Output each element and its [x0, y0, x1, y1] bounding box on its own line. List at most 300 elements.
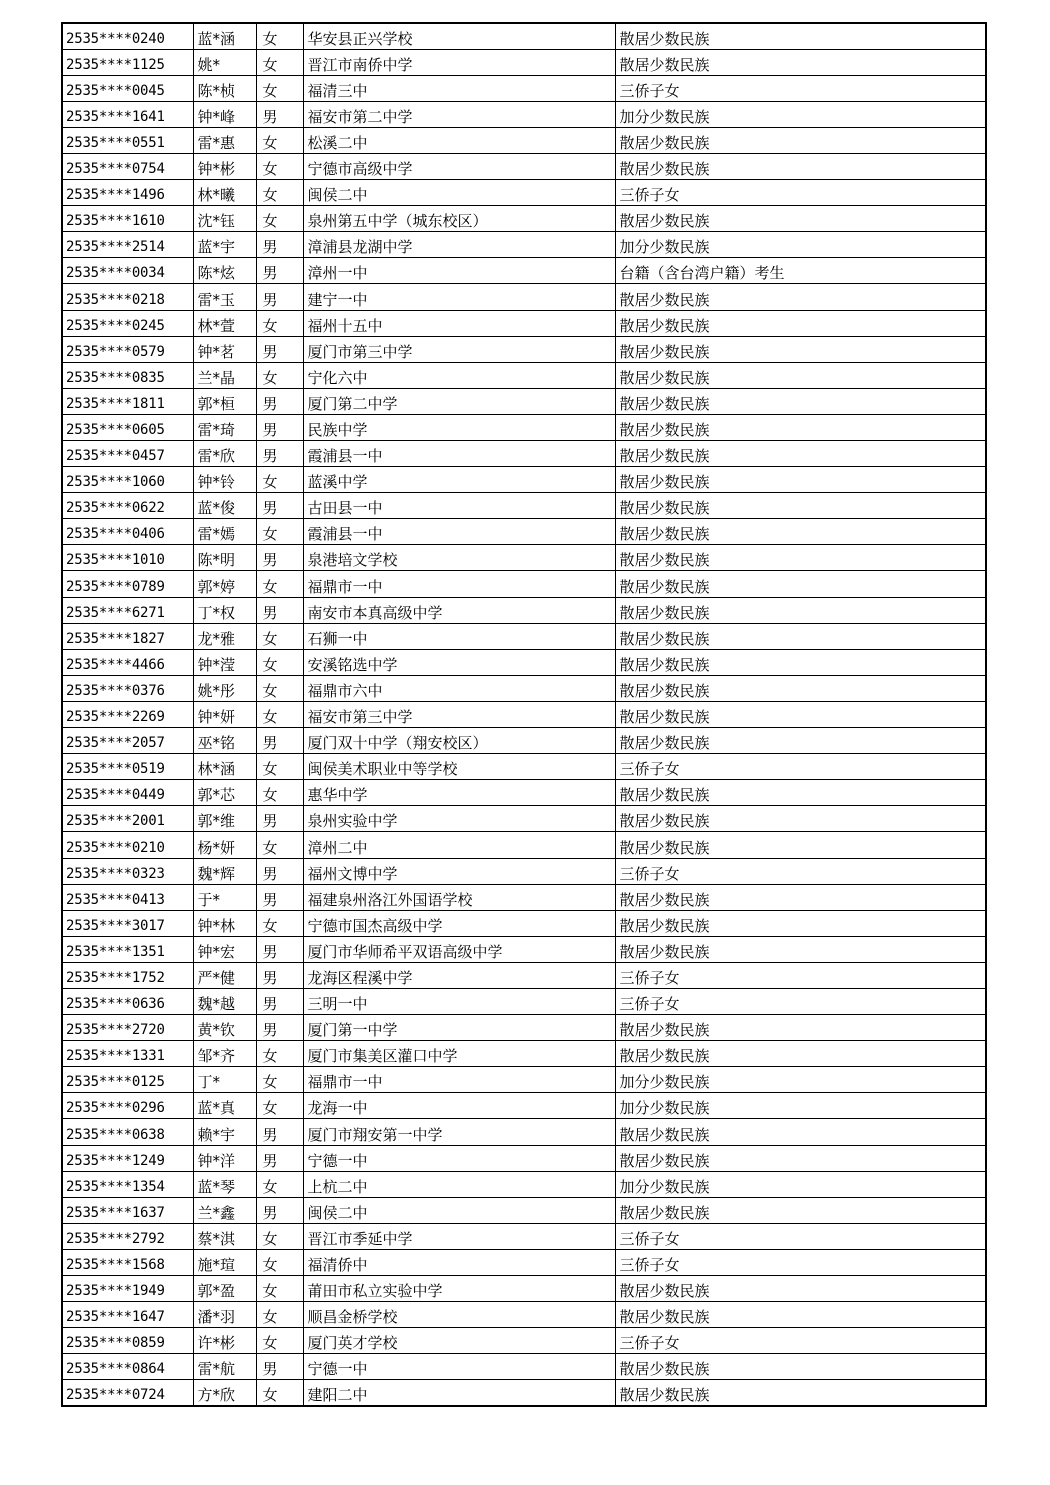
table-row: [62, 206, 986, 232]
table-row: [62, 1119, 986, 1145]
name-cell: 蓝*俊: [193, 493, 256, 519]
category-cell: 散居少数民族: [615, 1354, 986, 1380]
exam-id-cell: 2535****2001: [62, 806, 193, 832]
category-cell: 散居少数民族: [615, 1276, 986, 1302]
exam-id-cell: 2535****1060: [62, 467, 193, 493]
category-cell: 加分少数民族: [615, 232, 986, 258]
name-cell: 钟*峰: [193, 101, 256, 127]
school-cell: 厦门第二中学: [303, 388, 615, 414]
table-row: [62, 1093, 986, 1119]
gender-cell: 女: [256, 832, 303, 858]
table-row: [62, 728, 986, 754]
gender-cell: 女: [256, 675, 303, 701]
school-cell: 霞浦县一中: [303, 441, 615, 467]
name-cell: 陈*炫: [193, 258, 256, 284]
category-cell: 散居少数民族: [615, 1015, 986, 1041]
school-cell: 古田县一中: [303, 493, 615, 519]
gender-cell: 男: [256, 232, 303, 258]
exam-id-cell: 2535****0376: [62, 675, 193, 701]
name-cell: 雷*琦: [193, 414, 256, 440]
name-cell: 许*彬: [193, 1328, 256, 1354]
candidate-table: [61, 22, 987, 1407]
school-cell: 厦门市第三中学: [303, 336, 615, 362]
category-cell: 三侨子女: [615, 1328, 986, 1354]
exam-id-cell: 2535****0210: [62, 832, 193, 858]
category-cell: 散居少数民族: [615, 597, 986, 623]
gender-cell: 女: [256, 1380, 303, 1406]
name-cell: 龙*雅: [193, 623, 256, 649]
table-row: [62, 597, 986, 623]
gender-cell: 男: [256, 1197, 303, 1223]
exam-id-cell: 2535****1125: [62, 49, 193, 75]
gender-cell: 男: [256, 493, 303, 519]
name-cell: 郭*维: [193, 806, 256, 832]
table-row: [62, 153, 986, 179]
table-row: [62, 1041, 986, 1067]
table-row: [62, 545, 986, 571]
school-cell: 宁德市高级中学: [303, 153, 615, 179]
name-cell: 巫*铭: [193, 728, 256, 754]
category-cell: 散居少数民族: [615, 1119, 986, 1145]
gender-cell: 男: [256, 1119, 303, 1145]
table-row: [62, 1276, 986, 1302]
school-cell: 晋江市季延中学: [303, 1223, 615, 1249]
name-cell: 林*萱: [193, 310, 256, 336]
school-cell: 福清侨中: [303, 1249, 615, 1275]
name-cell: 林*涵: [193, 754, 256, 780]
school-cell: 福建泉州洛江外国语学校: [303, 884, 615, 910]
school-cell: 安溪铭选中学: [303, 649, 615, 675]
category-cell: 三侨子女: [615, 988, 986, 1014]
table-row: [62, 675, 986, 701]
school-cell: 石狮一中: [303, 623, 615, 649]
name-cell: 陈*明: [193, 545, 256, 571]
gender-cell: 女: [256, 1276, 303, 1302]
table-row: [62, 1249, 986, 1275]
name-cell: 钟*滢: [193, 649, 256, 675]
category-cell: 散居少数民族: [615, 127, 986, 153]
name-cell: 钟*洋: [193, 1145, 256, 1171]
gender-cell: 女: [256, 49, 303, 75]
exam-id-cell: 2535****0406: [62, 519, 193, 545]
category-cell: 三侨子女: [615, 1249, 986, 1275]
gender-cell: 女: [256, 23, 303, 49]
exam-id-cell: 2535****0519: [62, 754, 193, 780]
school-cell: 福州十五中: [303, 310, 615, 336]
gender-cell: 女: [256, 127, 303, 153]
table-row: [62, 127, 986, 153]
name-cell: 钟*铃: [193, 467, 256, 493]
exam-id-cell: 2535****0605: [62, 414, 193, 440]
category-cell: 散居少数民族: [615, 49, 986, 75]
exam-id-cell: 2535****0125: [62, 1067, 193, 1093]
name-cell: 林*曦: [193, 180, 256, 206]
exam-id-cell: 2535****0789: [62, 571, 193, 597]
exam-id-cell: 2535****0864: [62, 1354, 193, 1380]
table-row: [62, 493, 986, 519]
name-cell: 方*欣: [193, 1380, 256, 1406]
school-cell: 闽侯二中: [303, 180, 615, 206]
school-cell: 漳州二中: [303, 832, 615, 858]
exam-id-cell: 2535****0579: [62, 336, 193, 362]
category-cell: 散居少数民族: [615, 1302, 986, 1328]
school-cell: 宁德一中: [303, 1354, 615, 1380]
name-cell: 郭*盈: [193, 1276, 256, 1302]
category-cell: 三侨子女: [615, 754, 986, 780]
gender-cell: 男: [256, 258, 303, 284]
category-cell: 散居少数民族: [615, 467, 986, 493]
gender-cell: 男: [256, 1145, 303, 1171]
table-row: [62, 1171, 986, 1197]
school-cell: 莆田市私立实验中学: [303, 1276, 615, 1302]
gender-cell: 女: [256, 519, 303, 545]
name-cell: 姚*彤: [193, 675, 256, 701]
gender-cell: 女: [256, 1328, 303, 1354]
category-cell: 散居少数民族: [615, 1380, 986, 1406]
gender-cell: 女: [256, 1067, 303, 1093]
gender-cell: 女: [256, 701, 303, 727]
gender-cell: 男: [256, 988, 303, 1014]
table-row: [62, 1223, 986, 1249]
exam-id-cell: 2535****0449: [62, 780, 193, 806]
gender-cell: 女: [256, 1223, 303, 1249]
gender-cell: 女: [256, 1041, 303, 1067]
school-cell: 建阳二中: [303, 1380, 615, 1406]
gender-cell: 男: [256, 414, 303, 440]
category-cell: 散居少数民族: [615, 23, 986, 49]
exam-id-cell: 2535****1949: [62, 1276, 193, 1302]
name-cell: 邹*齐: [193, 1041, 256, 1067]
exam-id-cell: 2535****1610: [62, 206, 193, 232]
name-cell: 郭*婷: [193, 571, 256, 597]
table-row: [62, 336, 986, 362]
table-row: [62, 701, 986, 727]
school-cell: 福鼎市一中: [303, 571, 615, 597]
table-row: [62, 441, 986, 467]
gender-cell: 女: [256, 180, 303, 206]
category-cell: 散居少数民族: [615, 284, 986, 310]
category-cell: 散居少数民族: [615, 1041, 986, 1067]
exam-id-cell: 2535****0045: [62, 75, 193, 101]
gender-cell: 男: [256, 597, 303, 623]
exam-id-cell: 2535****1010: [62, 545, 193, 571]
table-row: [62, 49, 986, 75]
school-cell: 建宁一中: [303, 284, 615, 310]
gender-cell: 女: [256, 1249, 303, 1275]
gender-cell: 男: [256, 388, 303, 414]
name-cell: 钟*茗: [193, 336, 256, 362]
name-cell: 姚*: [193, 49, 256, 75]
name-cell: 蔡*淇: [193, 1223, 256, 1249]
gender-cell: 女: [256, 649, 303, 675]
table-row: [62, 780, 986, 806]
name-cell: 黄*钦: [193, 1015, 256, 1041]
exam-id-cell: 2535****1351: [62, 936, 193, 962]
table-row: [62, 1145, 986, 1171]
exam-id-cell: 2535****0245: [62, 310, 193, 336]
table-row: [62, 258, 986, 284]
table-row: [62, 754, 986, 780]
name-cell: 郭*桓: [193, 388, 256, 414]
gender-cell: 女: [256, 754, 303, 780]
gender-cell: 女: [256, 206, 303, 232]
category-cell: 三侨子女: [615, 858, 986, 884]
table-row: [62, 988, 986, 1014]
school-cell: 厦门英才学校: [303, 1328, 615, 1354]
category-cell: 三侨子女: [615, 962, 986, 988]
table-row: [62, 1302, 986, 1328]
name-cell: 于*: [193, 884, 256, 910]
table-row: [62, 571, 986, 597]
exam-id-cell: 2535****1354: [62, 1171, 193, 1197]
gender-cell: 女: [256, 75, 303, 101]
exam-id-cell: 2535****1811: [62, 388, 193, 414]
name-cell: 潘*羽: [193, 1302, 256, 1328]
school-cell: 福鼎市六中: [303, 675, 615, 701]
school-cell: 蓝溪中学: [303, 467, 615, 493]
gender-cell: 女: [256, 467, 303, 493]
table-row: [62, 884, 986, 910]
name-cell: 郭*芯: [193, 780, 256, 806]
category-cell: 三侨子女: [615, 75, 986, 101]
school-cell: 厦门市集美区灌口中学: [303, 1041, 615, 1067]
name-cell: 魏*越: [193, 988, 256, 1014]
school-cell: 厦门双十中学（翔安校区）: [303, 728, 615, 754]
exam-id-cell: 2535****0296: [62, 1093, 193, 1119]
table-row: [62, 75, 986, 101]
exam-id-cell: 2535****0622: [62, 493, 193, 519]
category-cell: 散居少数民族: [615, 675, 986, 701]
category-cell: 三侨子女: [615, 180, 986, 206]
school-cell: 霞浦县一中: [303, 519, 615, 545]
exam-id-cell: 2535****3017: [62, 910, 193, 936]
name-cell: 钟*妍: [193, 701, 256, 727]
school-cell: 泉州实验中学: [303, 806, 615, 832]
exam-id-cell: 2535****0638: [62, 1119, 193, 1145]
table-row: [62, 1328, 986, 1354]
name-cell: 施*瑄: [193, 1249, 256, 1275]
school-cell: 晋江市南侨中学: [303, 49, 615, 75]
school-cell: 民族中学: [303, 414, 615, 440]
table-row: [62, 832, 986, 858]
category-cell: 散居少数民族: [615, 336, 986, 362]
category-cell: 加分少数民族: [615, 101, 986, 127]
exam-id-cell: 2535****1331: [62, 1041, 193, 1067]
table-row: [62, 1380, 986, 1406]
name-cell: 蓝*涵: [193, 23, 256, 49]
school-cell: 龙海一中: [303, 1093, 615, 1119]
gender-cell: 男: [256, 441, 303, 467]
table-row: [62, 23, 986, 49]
table-row: [62, 858, 986, 884]
gender-cell: 男: [256, 545, 303, 571]
category-cell: 三侨子女: [615, 1223, 986, 1249]
table-row: [62, 1015, 986, 1041]
category-cell: 散居少数民族: [615, 441, 986, 467]
gender-cell: 男: [256, 962, 303, 988]
gender-cell: 男: [256, 936, 303, 962]
exam-id-cell: 2535****1637: [62, 1197, 193, 1223]
name-cell: 丁*权: [193, 597, 256, 623]
exam-id-cell: 2535****2514: [62, 232, 193, 258]
category-cell: 散居少数民族: [615, 832, 986, 858]
name-cell: 丁*: [193, 1067, 256, 1093]
category-cell: 散居少数民族: [615, 728, 986, 754]
table-row: [62, 180, 986, 206]
table-row: [62, 962, 986, 988]
exam-id-cell: 2535****0457: [62, 441, 193, 467]
category-cell: 散居少数民族: [615, 493, 986, 519]
exam-id-cell: 2535****0754: [62, 153, 193, 179]
name-cell: 雷*惠: [193, 127, 256, 153]
exam-id-cell: 2535****0636: [62, 988, 193, 1014]
exam-id-cell: 2535****1568: [62, 1249, 193, 1275]
category-cell: 散居少数民族: [615, 780, 986, 806]
gender-cell: 女: [256, 1093, 303, 1119]
school-cell: 漳州一中: [303, 258, 615, 284]
exam-id-cell: 2535****1827: [62, 623, 193, 649]
category-cell: 台籍（含台湾户籍）考生: [615, 258, 986, 284]
name-cell: 陈*桢: [193, 75, 256, 101]
gender-cell: 男: [256, 858, 303, 884]
name-cell: 蓝*琴: [193, 1171, 256, 1197]
gender-cell: 女: [256, 1302, 303, 1328]
school-cell: 漳浦县龙湖中学: [303, 232, 615, 258]
name-cell: 沈*钰: [193, 206, 256, 232]
exam-id-cell: 2535****1249: [62, 1145, 193, 1171]
school-cell: 泉港培文学校: [303, 545, 615, 571]
exam-id-cell: 2535****0724: [62, 1380, 193, 1406]
name-cell: 赖*宇: [193, 1119, 256, 1145]
name-cell: 魏*辉: [193, 858, 256, 884]
exam-id-cell: 2535****0323: [62, 858, 193, 884]
exam-id-cell: 2535****0218: [62, 284, 193, 310]
name-cell: 严*健: [193, 962, 256, 988]
category-cell: 加分少数民族: [615, 1171, 986, 1197]
table-row: [62, 910, 986, 936]
exam-id-cell: 2535****4466: [62, 649, 193, 675]
exam-id-cell: 2535****1752: [62, 962, 193, 988]
name-cell: 钟*宏: [193, 936, 256, 962]
category-cell: 散居少数民族: [615, 571, 986, 597]
exam-id-cell: 2535****0835: [62, 362, 193, 388]
school-cell: 松溪二中: [303, 127, 615, 153]
exam-id-cell: 2535****1641: [62, 101, 193, 127]
name-cell: 兰*鑫: [193, 1197, 256, 1223]
exam-id-cell: 2535****2792: [62, 1223, 193, 1249]
exam-id-cell: 2535****1647: [62, 1302, 193, 1328]
category-cell: 散居少数民族: [615, 1145, 986, 1171]
table-row: [62, 467, 986, 493]
category-cell: 散居少数民族: [615, 545, 986, 571]
gender-cell: 男: [256, 728, 303, 754]
school-cell: 厦门市翔安第一中学: [303, 1119, 615, 1145]
category-cell: 散居少数民族: [615, 153, 986, 179]
table-row: [62, 936, 986, 962]
table-row: [62, 284, 986, 310]
name-cell: 蓝*宇: [193, 232, 256, 258]
candidate-table-body: [62, 23, 986, 1406]
gender-cell: 男: [256, 1354, 303, 1380]
name-cell: 雷*玉: [193, 284, 256, 310]
school-cell: 惠华中学: [303, 780, 615, 806]
table-row: [62, 232, 986, 258]
table-row: [62, 649, 986, 675]
exam-id-cell: 2535****0551: [62, 127, 193, 153]
exam-id-cell: 2535****2269: [62, 701, 193, 727]
gender-cell: 男: [256, 1015, 303, 1041]
gender-cell: 男: [256, 336, 303, 362]
exam-id-cell: 2535****6271: [62, 597, 193, 623]
exam-id-cell: 2535****0240: [62, 23, 193, 49]
table-row: [62, 310, 986, 336]
category-cell: 散居少数民族: [615, 623, 986, 649]
table-row: [62, 362, 986, 388]
category-cell: 散居少数民族: [615, 362, 986, 388]
school-cell: 上杭二中: [303, 1171, 615, 1197]
table-row: [62, 623, 986, 649]
category-cell: 散居少数民族: [615, 910, 986, 936]
name-cell: 雷*航: [193, 1354, 256, 1380]
gender-cell: 男: [256, 884, 303, 910]
school-cell: 福清三中: [303, 75, 615, 101]
table-row: [62, 388, 986, 414]
school-cell: 宁德一中: [303, 1145, 615, 1171]
school-cell: 闽侯美术职业中等学校: [303, 754, 615, 780]
gender-cell: 女: [256, 310, 303, 336]
gender-cell: 女: [256, 623, 303, 649]
category-cell: 散居少数民族: [615, 884, 986, 910]
category-cell: 散居少数民族: [615, 1197, 986, 1223]
school-cell: 福安市第二中学: [303, 101, 615, 127]
exam-id-cell: 2535****2720: [62, 1015, 193, 1041]
category-cell: 散居少数民族: [615, 519, 986, 545]
school-cell: 闽侯二中: [303, 1197, 615, 1223]
school-cell: 福州文博中学: [303, 858, 615, 884]
school-cell: 三明一中: [303, 988, 615, 1014]
gender-cell: 女: [256, 780, 303, 806]
school-cell: 厦门第一中学: [303, 1015, 615, 1041]
gender-cell: 女: [256, 362, 303, 388]
table-row: [62, 414, 986, 440]
name-cell: 兰*晶: [193, 362, 256, 388]
category-cell: 加分少数民族: [615, 1093, 986, 1119]
school-cell: 泉州第五中学（城东校区）: [303, 206, 615, 232]
table-row: [62, 101, 986, 127]
category-cell: 散居少数民族: [615, 206, 986, 232]
name-cell: 钟*林: [193, 910, 256, 936]
gender-cell: 女: [256, 910, 303, 936]
category-cell: 散居少数民族: [615, 936, 986, 962]
gender-cell: 女: [256, 571, 303, 597]
exam-id-cell: 2535****2057: [62, 728, 193, 754]
exam-id-cell: 2535****1496: [62, 180, 193, 206]
school-cell: 宁化六中: [303, 362, 615, 388]
gender-cell: 男: [256, 806, 303, 832]
name-cell: 钟*彬: [193, 153, 256, 179]
exam-id-cell: 2535****0859: [62, 1328, 193, 1354]
category-cell: 加分少数民族: [615, 1067, 986, 1093]
name-cell: 蓝*真: [193, 1093, 256, 1119]
school-cell: 福安市第三中学: [303, 701, 615, 727]
table-row: [62, 519, 986, 545]
gender-cell: 女: [256, 153, 303, 179]
category-cell: 散居少数民族: [615, 388, 986, 414]
category-cell: 散居少数民族: [615, 806, 986, 832]
table-row: [62, 806, 986, 832]
category-cell: 散居少数民族: [615, 649, 986, 675]
school-cell: 华安县正兴学校: [303, 23, 615, 49]
